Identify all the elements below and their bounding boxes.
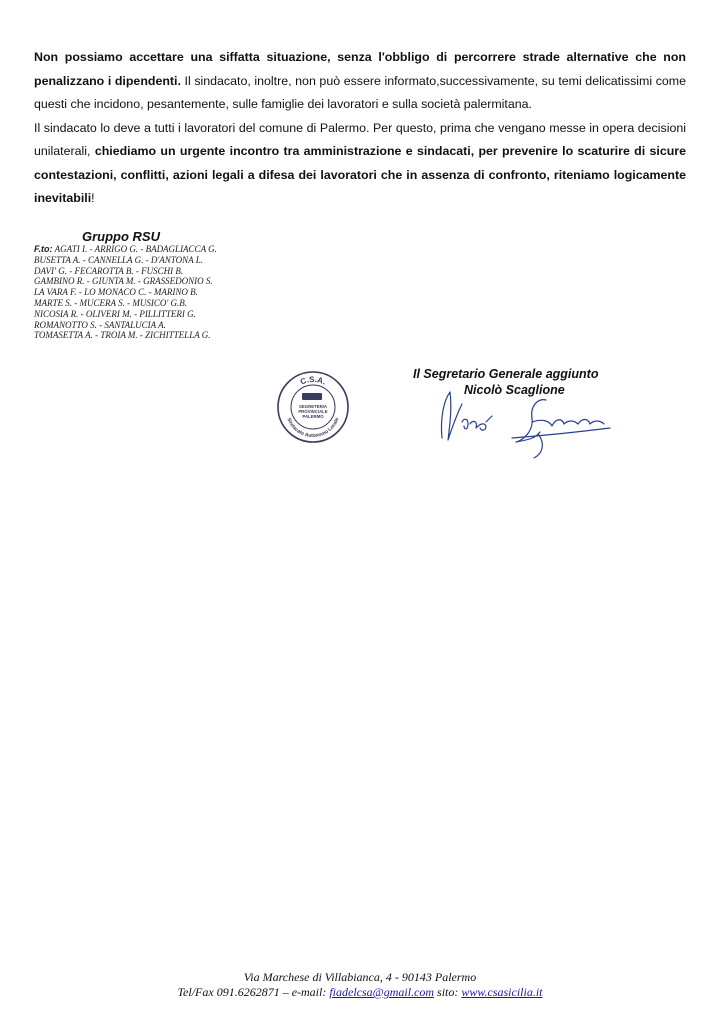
rsu-line: F.to: AGATI I. - ARRIGO G. - BADAGLIACCA G. — [34, 244, 217, 254]
union-stamp — [276, 370, 350, 444]
footer-email-link[interactable]: fiadelcsa@gmail.com — [329, 985, 435, 999]
footer-site-label: sito: — [434, 985, 462, 999]
signatory-title: Il Segretario Generale aggiunto — [413, 367, 599, 381]
stamp-center-line: SEGRETERIA — [299, 404, 327, 409]
paragraph-2-bold: chiediamo un urgente incontro tra amministrazione e sindacati, per prevenire lo scaturire di sicure contestazioni, conflitti, azioni legali a difesa dei lavoratori che in assenza di confronto, riteniamo logicamente inevitabili — [34, 144, 687, 205]
footer-address: Via Marchese di Villabianca, 4 - 90143 Palermo — [243, 970, 477, 984]
paragraph-2-text: Il sindacato lo deve a tutti i lavoratori del comune di Palermo. Per questo, prima che vengano messe in opera decisioni unilaterali, — [34, 120, 686, 158]
paragraph-2-end: ! — [91, 191, 95, 205]
rsu-line: DAVI' G. - FECAROTTA B. - FUSCHI B. — [34, 265, 184, 276]
stamp-center-line: PROVINCIALE — [298, 409, 328, 414]
page-footer — [0, 970, 720, 1000]
paragraph-1-bold: Non possiamo accettare una siffatta situazione, senza l'obbligo di percorrere strade alternative che non penalizzano i dipendenti. — [34, 50, 686, 88]
rsu-line: GAMBINO R. - GIUNTA M. - GRASSEDONIO S. — [34, 276, 213, 287]
rsu-line: LA VARA F. - LO MONACO C. - MARINO B. — [34, 287, 198, 298]
paragraph-1-text: Il sindacato, inoltre, non può essere informato,successivamente, su temi delicatissimi come questi che incidono, pesantemente, sulle famiglie dei lavoratori e sulla società palermitana. — [34, 73, 686, 111]
stamp-center-line: PALERMO — [302, 414, 324, 419]
footer-contacts — [0, 985, 720, 1000]
rsu-signatories-list — [34, 244, 274, 341]
rsu-line: NICOSIA R. - OLIVERI M. - PILLITTERI G. — [34, 308, 196, 319]
stamp-logo-icon — [302, 393, 322, 400]
stamp-top-text: C.S.A. — [299, 374, 328, 387]
paragraph-2 — [34, 117, 686, 211]
rsu-line: ROMANOTTO S. - SANTALUCIA A. — [34, 319, 166, 330]
rsu-line: BUSETTA A. - CANNELLA G. - D'ANTONA L. — [34, 254, 203, 265]
stamp-bottom-text: Sindacato Autonomo Locale — [285, 416, 341, 440]
signatory-name: Nicolò Scaglione — [464, 383, 565, 397]
footer-site-link[interactable]: www.csasicilia.it — [461, 985, 543, 999]
rsu-line: TOMASETTA A. - TROIA M. - ZICHITTELLA G. — [34, 330, 211, 341]
paragraph-1 — [34, 46, 686, 117]
handwritten-signature — [428, 378, 628, 463]
rsu-group-title: Gruppo RSU — [82, 229, 160, 244]
letter-body — [34, 46, 686, 211]
fto-label: F.to: — [34, 244, 53, 254]
rsu-line: MARTE S. - MUCERA S. - MUSICO' G.B. — [34, 297, 187, 308]
footer-tel: Tel/Fax 091.6262871 – e-mail: — [177, 985, 330, 999]
